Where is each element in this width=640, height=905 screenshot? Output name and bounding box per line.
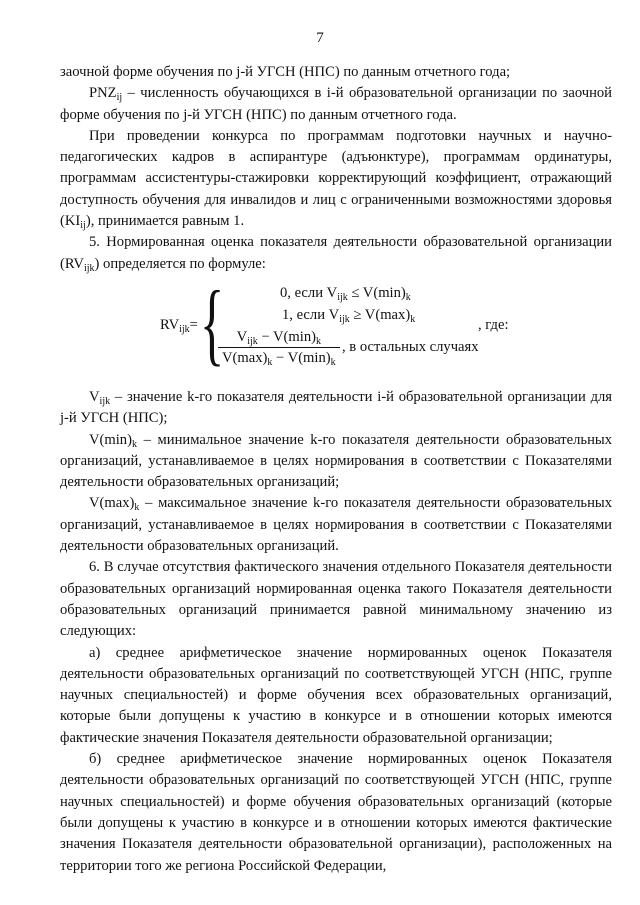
paragraph-6: 6. В случае отсутствия фактического значения отдельного Показателя деятельности образовательных организаций нормированная оценка такого Показателя деятельности образовательных организаций принимается равной минимальному значению из следующих:	[60, 559, 612, 640]
formula-case-3-label: , в остальных случаях	[342, 338, 479, 355]
formula-case-1: 0, если $V_{ijk} \le V(\min)_k$	[280, 284, 411, 303]
formula-fraction	[218, 327, 340, 368]
formula-lhs: $RV_{ijk}=$	[160, 316, 198, 335]
page-body	[60, 62, 612, 877]
definition-vmax: $V(\max)_k$ – максимальное значение k-го показателя деятельности образовательных организаций, устанавливаемое в целях нормирования в соответствии с Показателями деятельности образовательных организаций.	[60, 495, 612, 555]
paragraph-continuation: заочной форме обучения по j-й УГСН (НПС) по данным отчетного года;	[60, 64, 511, 80]
formula-where: , где:	[478, 316, 509, 333]
fraction-numerator: $V_{ijk} - V(\min)_k$	[218, 327, 340, 348]
paragraph-6b: б) среднее арифметическое значение нормированных оценок Показателя деятельности образовательных организаций по соответствующей УГСН (НПС, группе научных специальностей) и форме обучения образовательных организаций (которые были допущены к участию в конкурсе и в отношении которых имеются фактические значения Показателя деятельности образовательной организации), расположенных на территории того же региона Российской Федерации,	[60, 751, 612, 874]
paragraph-6a: а) среднее арифметическое значение нормированных оценок Показателя деятельности образовательных организаций по соответствующей УГСН (НПС, группе научных специальностей) и форме обучения всех образовательных организаций, которые были допущены к участию в конкурсе и в отношении которых имеются фактические значения Показателя деятельности образовательной организации;	[60, 644, 612, 746]
definition-vmin: $V(\min)_k$ – минимальное значение k-го показателя деятельности образовательных организаций, устанавливаемое в целях нормирования в соответствии с Показателями деятельности образовательных организаций;	[60, 431, 612, 491]
definition-v: $V_{ijk}$ – значение k-го показателя деятельности i-й образовательной организации для j-й УГСН (НПС);	[60, 388, 612, 427]
fraction-denominator: $V(\max)_k - V(\min)_k$	[222, 349, 336, 368]
paragraph-5: 5. Нормированная оценка показателя деятельности образовательной организации $(RV_{ijk})$ определяется по формуле:	[60, 234, 612, 274]
formula-rv	[60, 271, 612, 379]
left-brace: {	[200, 271, 225, 374]
paragraph-pnz: $PNZ_{ij}$ – численность обучающихся в i-й образовательной организации по заочной форме обучения по j-й УГСН (НПС) по данным отчетного года.	[60, 85, 612, 123]
paragraph-aspirantura: При проведении конкурса по программам подготовки научных и научно-педагогических кадров в аспирантуре (адъюнктуре), программам ординатуры, программам ассистентуры-стажировки корректирующий коэффициент, отражающий доступность обучения для инвалидов и лиц с ограниченными возможностями здоровья $(KI_{ij})$, принимается равным 1.	[60, 127, 612, 232]
page-number: 7	[316, 30, 324, 46]
formula-case-2: 1, если $V_{ijk} \ge V(\max)_k$	[282, 306, 416, 325]
